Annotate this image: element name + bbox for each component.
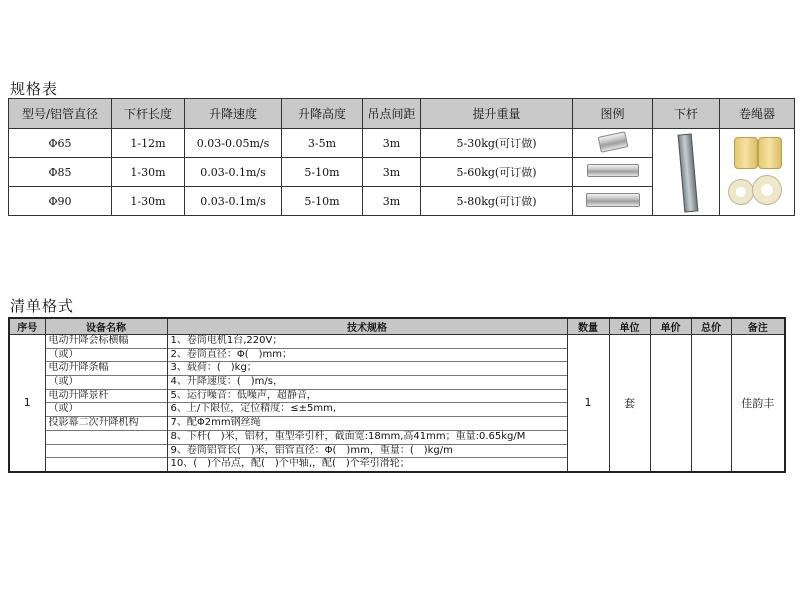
tube-85-image — [587, 164, 639, 177]
device-line: 投影幕二次升降机构 — [46, 417, 167, 431]
cell-load: 5-60kg(可订做) — [421, 158, 573, 187]
header-remark: 备注 — [731, 318, 785, 335]
header-load: 提升重量 — [421, 99, 573, 129]
cell-remark: 佳韵丰 — [731, 335, 785, 472]
device-line: （或） — [46, 349, 167, 363]
cell-model: Φ90 — [9, 187, 112, 216]
cell-model: Φ85 — [9, 158, 112, 187]
header-hanging-spacing: 吊点间距 — [363, 99, 421, 129]
cell-speed: 0.03-0.05m/s — [185, 129, 282, 158]
spec-line: 7、配Φ2mm钢丝绳 — [168, 417, 567, 431]
header-unit: 单位 — [609, 318, 650, 335]
header-quantity: 数量 — [567, 318, 609, 335]
header-rod-length: 下杆长度 — [112, 99, 185, 129]
device-line: 电动升降景杆 — [46, 390, 167, 404]
tube-image-cell — [573, 187, 653, 216]
cell-rod-length: 1-30m — [112, 158, 185, 187]
spec-line: 5、运行噪音：低噪声，超静音， — [168, 390, 567, 404]
spec-line: 4、升降速度：( )m/s， — [168, 376, 567, 390]
cell-load: 5-80kg(可订做) — [421, 187, 573, 216]
header-tech-spec: 技术规格 — [167, 318, 567, 335]
header-model: 型号/铝管直径 — [9, 99, 112, 129]
cell-height: 5-10m — [282, 158, 363, 187]
header-device-name: 设备名称 — [45, 318, 167, 335]
spec-line: 9、卷筒铝管长( )米，铝管直径：Φ( )mm，重量：( )kg/m — [168, 445, 567, 459]
device-line: （或） — [46, 403, 167, 417]
rope-winder-image — [720, 129, 794, 215]
header-lower-rod: 下杆 — [653, 99, 720, 129]
spec-table-title: 规格表 — [10, 80, 59, 98]
header-rope-winder: 卷绳器 — [720, 99, 795, 129]
cell-model: Φ65 — [9, 129, 112, 158]
device-line: 电动升降条幅 — [46, 362, 167, 376]
device-line — [46, 431, 167, 445]
cell-load: 5-30kg(可订做) — [421, 129, 573, 158]
device-name-cell — [45, 335, 167, 472]
spec-line: 2、卷筒直径：Φ( )mm； — [168, 349, 567, 363]
cell-unit-price — [650, 335, 691, 472]
header-index: 序号 — [9, 318, 45, 335]
cell-height: 3-5m — [282, 129, 363, 158]
tube-image-cell — [573, 129, 653, 158]
header-speed: 升降速度 — [185, 99, 282, 129]
header-total-price: 总价 — [691, 318, 731, 335]
rope-winder-image-cell — [720, 129, 795, 216]
tube-90-image — [586, 193, 640, 207]
spec-line: 1、卷筒电机1台,220V； — [168, 335, 567, 349]
cell-unit: 套 — [609, 335, 650, 472]
tech-spec-cell — [167, 335, 567, 472]
spec-line: 10、( )个吊点，配( )个中轴,，配( )个牵引滑轮； — [170, 458, 410, 470]
cell-height: 5-10m — [282, 187, 363, 216]
device-line: （或） — [46, 376, 167, 390]
header-height: 升降高度 — [282, 99, 363, 129]
cell-speed: 0.03-0.1m/s — [185, 158, 282, 187]
list-row — [9, 335, 785, 472]
header-unit-price: 单价 — [650, 318, 691, 335]
cell-total-price — [691, 335, 731, 472]
list-header-row — [9, 318, 785, 335]
device-line — [46, 458, 167, 471]
spec-table — [8, 98, 795, 216]
cell-spacing: 3m — [363, 129, 421, 158]
tube-65-image — [597, 131, 628, 152]
cell-rod-length: 1-12m — [112, 129, 185, 158]
spec-line: 8、下杆( )米，铝材，重型牵引杆，截面宽:18mm,高41mm；重量:0.65kg/M — [168, 431, 567, 445]
device-line: 电动升降会标横幅 — [46, 335, 167, 349]
list-table — [8, 317, 786, 473]
lower-rod-image-cell — [653, 129, 720, 216]
cell-spacing: 3m — [363, 158, 421, 187]
cell-spacing: 3m — [363, 187, 421, 216]
lower-rod-image — [678, 134, 699, 213]
cell-quantity: 1 — [567, 335, 609, 472]
cell-speed: 0.03-0.1m/s — [185, 187, 282, 216]
cell-index: 1 — [9, 335, 45, 472]
spec-header-row — [9, 99, 795, 129]
spec-line: 6、上/下限位，定位精度：≤±5mm, — [168, 403, 567, 417]
list-table-title: 清单格式 — [10, 297, 75, 315]
spec-row — [9, 129, 795, 158]
tube-image-cell — [573, 158, 653, 187]
spec-line: 3、载荷：( )kg； — [168, 362, 567, 376]
header-illustration: 图例 — [573, 99, 653, 129]
device-line — [46, 445, 167, 459]
cell-rod-length: 1-30m — [112, 187, 185, 216]
